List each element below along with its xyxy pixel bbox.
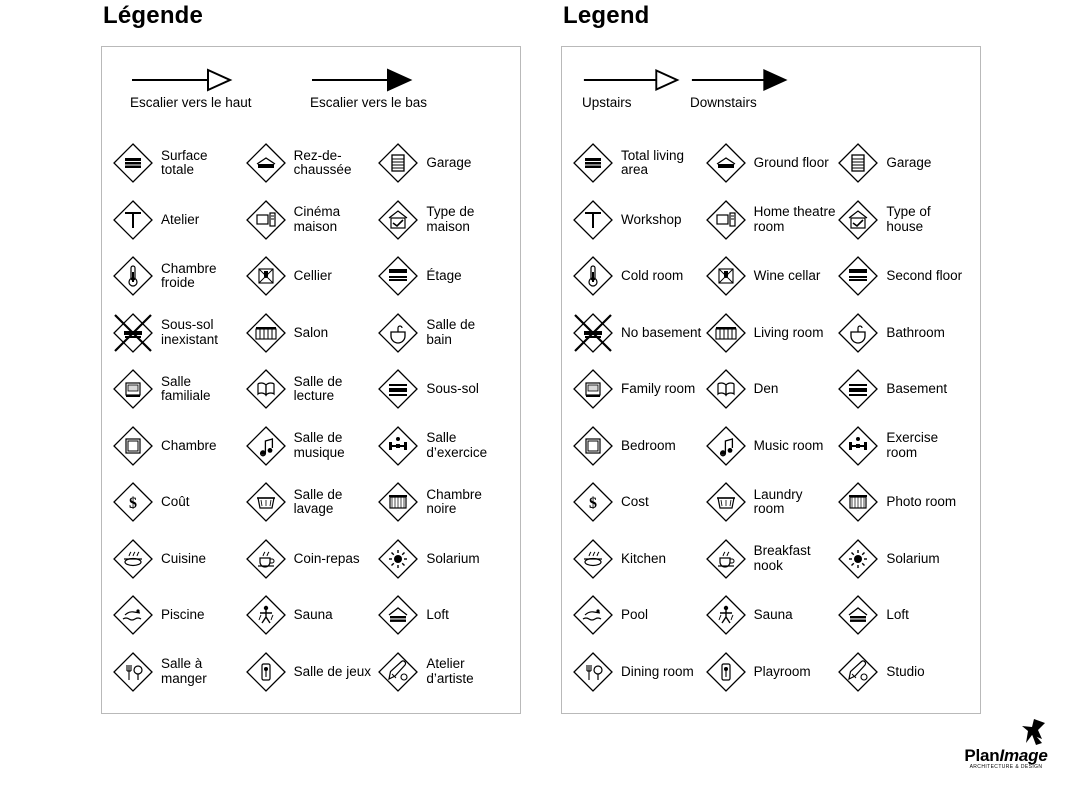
- legend-item-label: Ground floor: [753, 155, 829, 170]
- solarium-icon: [837, 538, 879, 580]
- cost-icon: [572, 481, 614, 523]
- basement-icon: [837, 368, 879, 410]
- legend-item-label: Atelier d’artiste: [426, 656, 474, 686]
- photo-room-icon: [837, 481, 879, 523]
- legend-item: [245, 418, 378, 475]
- legend-item-label: Second floor: [886, 268, 963, 283]
- legend-item: [572, 418, 705, 475]
- legend-item: [377, 135, 510, 192]
- loft-icon: [837, 594, 879, 636]
- legend-item-label: Bedroom: [621, 437, 676, 453]
- legend-item-label: Sauna: [753, 607, 793, 622]
- type-of-house-icon: [377, 199, 419, 241]
- basement-icon: [377, 368, 419, 410]
- total-living-area-icon: [572, 142, 614, 184]
- legend-item: [837, 474, 970, 531]
- legend-item: [705, 305, 838, 362]
- legend-item-label: Sous-sol inexistant: [161, 317, 219, 347]
- family-room-icon: [112, 368, 154, 410]
- legend-item-label: Wine cellar: [753, 268, 821, 283]
- stair-down-en: [690, 65, 790, 110]
- legend-panel-en: [561, 46, 981, 714]
- legend-item-label: Solarium: [426, 550, 480, 566]
- living-room-icon: [705, 312, 747, 354]
- legend-item-label: Garage: [886, 155, 932, 170]
- music-room-icon: [705, 425, 747, 467]
- legend-item: [377, 474, 510, 531]
- exercise-room-icon: [377, 425, 419, 467]
- legend-item-label: Solarium: [886, 550, 940, 566]
- legend-item-label: Chambre: [161, 437, 217, 453]
- legend-item: [377, 418, 510, 475]
- legend-item: [705, 644, 838, 701]
- legend-item: [112, 418, 245, 475]
- legend-item-label: No basement: [621, 324, 702, 340]
- legend-item-label: Bathroom: [886, 324, 945, 340]
- legend-grid-fr: [102, 135, 520, 700]
- legend-item-label: Cost: [621, 494, 649, 509]
- svg-text:$: $: [129, 495, 137, 513]
- arrow-up-stairs-icon: [582, 65, 682, 95]
- legend-item-label: Sauna: [293, 607, 333, 622]
- legend-item: [112, 644, 245, 701]
- stairs-row-en: [562, 65, 980, 137]
- exercise-room-icon: [837, 425, 879, 467]
- photo-room-icon: [377, 481, 419, 523]
- legend-item: [705, 418, 838, 475]
- legend-item: [112, 248, 245, 305]
- legend-item-label: Laundry room: [753, 486, 803, 517]
- kitchen-icon: [572, 538, 614, 580]
- second-floor-icon: [377, 255, 419, 297]
- legend-item: [377, 644, 510, 701]
- legend-item: [245, 474, 378, 531]
- legend-item-label: Coin-repas: [293, 550, 360, 566]
- legend-item: [572, 248, 705, 305]
- type-of-house-icon: [837, 199, 879, 241]
- stair-up-fr: [130, 65, 252, 110]
- legend-item: [572, 305, 705, 362]
- legend-item: [377, 192, 510, 249]
- den-icon: [705, 368, 747, 410]
- cold-room-icon: [572, 255, 614, 297]
- legend-panel-fr: [101, 46, 521, 714]
- bathroom-icon: [837, 312, 879, 354]
- legend-item-label: Music room: [753, 437, 824, 453]
- legend-item: [112, 135, 245, 192]
- legend-item: [705, 587, 838, 644]
- legend-item: [245, 248, 378, 305]
- studio-icon: [377, 651, 419, 693]
- legend-item: [837, 531, 970, 588]
- legend-item-label: Photo room: [886, 494, 957, 509]
- legend-item-label: Salle de jeux: [293, 663, 371, 679]
- workshop-icon: [572, 199, 614, 241]
- legend-item: [837, 135, 970, 192]
- legend-item: [837, 305, 970, 362]
- legend-item: [245, 361, 378, 418]
- legend-item-label: Pool: [621, 607, 649, 622]
- legend-item-label: Cuisine: [161, 550, 207, 566]
- bedroom-icon: [112, 425, 154, 467]
- legend-item: [572, 644, 705, 701]
- logo-tagline: ARCHITECTURE & DESIGN: [969, 764, 1043, 770]
- music-room-icon: [245, 425, 287, 467]
- legend-item-label: Chambre froide: [161, 260, 217, 291]
- legend-item: [705, 135, 838, 192]
- dining-room-icon: [572, 651, 614, 693]
- legend-item-label: Salon: [293, 324, 329, 340]
- logo-mark-icon: [946, 717, 1066, 747]
- legend-item-label: Salle de musique: [293, 430, 345, 460]
- legend-item-label: Loft: [426, 607, 449, 622]
- laundry-room-icon: [705, 481, 747, 523]
- no-basement-icon: [112, 312, 154, 354]
- legend-item: [705, 531, 838, 588]
- legend-item: [837, 361, 970, 418]
- kitchen-icon: [112, 538, 154, 580]
- legend-item: [837, 418, 970, 475]
- legend-item: [245, 135, 378, 192]
- stair-down-label-fr: Escalier vers le bas: [310, 95, 428, 110]
- legend-item-label: Exercise room: [886, 430, 939, 460]
- legend-item-label: Family room: [621, 381, 696, 396]
- legend-item: [705, 248, 838, 305]
- stair-up-en: [582, 65, 682, 110]
- legend-item-label: Breakfast nook: [753, 543, 811, 573]
- legend-item-label: Piscine: [161, 607, 205, 622]
- legend-item-label: Dining room: [621, 663, 694, 679]
- wine-cellar-icon: [245, 255, 287, 297]
- legend-item-label: Type of house: [886, 204, 931, 234]
- legend-item: [705, 361, 838, 418]
- arrow-up-stairs-icon: [130, 65, 252, 95]
- legend-item-label: Den: [753, 381, 779, 396]
- solarium-icon: [377, 538, 419, 580]
- legend-item: [572, 192, 705, 249]
- legend-item-label: Salle d’exercice: [426, 430, 488, 460]
- logo-brand: [946, 747, 1066, 764]
- legend-item-label: Cold room: [621, 268, 684, 283]
- legend-item: [377, 305, 510, 362]
- legend-item: [705, 474, 838, 531]
- garage-icon: [837, 142, 879, 184]
- legend-item-label: Salle de lavage: [293, 486, 343, 517]
- svg-text:$: $: [589, 495, 597, 513]
- legend-item-label: Cinéma maison: [293, 204, 341, 234]
- legend-item-label: Type de maison: [426, 204, 475, 234]
- stair-up-label-en: Upstairs: [582, 95, 632, 110]
- laundry-room-icon: [245, 481, 287, 523]
- workshop-icon: [112, 199, 154, 241]
- legend-item: [112, 192, 245, 249]
- legend-item: [245, 192, 378, 249]
- den-icon: [245, 368, 287, 410]
- legend-item: [377, 531, 510, 588]
- home-theatre-icon: [705, 199, 747, 241]
- ground-floor-icon: [705, 142, 747, 184]
- legend-item: [245, 644, 378, 701]
- legend-item: [245, 305, 378, 362]
- legend-item: [377, 587, 510, 644]
- legend-item: [112, 361, 245, 418]
- wine-cellar-icon: [705, 255, 747, 297]
- legend-item: [837, 192, 970, 249]
- family-room-icon: [572, 368, 614, 410]
- page-title-en: Legend: [563, 2, 650, 29]
- legend-item-label: Playroom: [753, 663, 811, 679]
- home-theatre-icon: [245, 199, 287, 241]
- legend-item-label: Chambre noire: [426, 486, 482, 517]
- second-floor-icon: [837, 255, 879, 297]
- logo-brand-second: Image: [999, 746, 1048, 765]
- cost-icon: [112, 481, 154, 523]
- breakfast-nook-icon: [705, 538, 747, 580]
- planimage-logo: [946, 717, 1066, 771]
- stair-down-label-en: Downstairs: [690, 95, 757, 110]
- legend-item-label: Surface totale: [161, 147, 208, 178]
- legend-item-label: Salle de lecture: [293, 373, 343, 404]
- legend-item: [112, 587, 245, 644]
- legend-item-label: Atelier: [161, 211, 200, 227]
- legend-item-label: Salle à manger: [161, 656, 207, 686]
- legend-item: [112, 531, 245, 588]
- legend-item-label: Loft: [886, 607, 909, 622]
- legend-item: [377, 361, 510, 418]
- stair-down-fr: [310, 65, 427, 110]
- page-title-fr: Légende: [103, 2, 204, 29]
- pool-icon: [572, 594, 614, 636]
- legend-item-label: Salle familiale: [161, 373, 211, 404]
- ground-floor-icon: [245, 142, 287, 184]
- playroom-icon: [705, 651, 747, 693]
- garage-icon: [377, 142, 419, 184]
- legend-item: [572, 361, 705, 418]
- legend-item: [837, 587, 970, 644]
- dining-room-icon: [112, 651, 154, 693]
- legend-grid-en: [562, 135, 980, 700]
- arrow-down-stairs-icon: [310, 65, 427, 95]
- loft-icon: [377, 594, 419, 636]
- legend-item: [245, 587, 378, 644]
- arrow-down-stairs-icon: [690, 65, 790, 95]
- legend-item: [112, 305, 245, 362]
- legend-item-label: Étage: [426, 268, 462, 283]
- cold-room-icon: [112, 255, 154, 297]
- legend-item: [112, 474, 245, 531]
- legend-item-label: Coût: [161, 494, 190, 509]
- legend-item: [572, 587, 705, 644]
- legend-item-label: Rez-de-chaussée: [293, 147, 352, 178]
- legend-item-label: Garage: [426, 155, 472, 170]
- legend-item-label: Sous-sol: [426, 381, 479, 396]
- legend-item: [837, 248, 970, 305]
- bathroom-icon: [377, 312, 419, 354]
- stair-up-label-fr: Escalier vers le haut: [130, 95, 252, 110]
- legend-item: [377, 248, 510, 305]
- stairs-row-fr: [102, 65, 520, 137]
- legend-item-label: Studio: [886, 663, 925, 679]
- sauna-icon: [245, 594, 287, 636]
- legend-item: [245, 531, 378, 588]
- bedroom-icon: [572, 425, 614, 467]
- legend-item-label: Workshop: [621, 211, 682, 227]
- legend-item-label: Salle de bain: [426, 317, 476, 347]
- playroom-icon: [245, 651, 287, 693]
- legend-item-label: Living room: [753, 324, 824, 340]
- legend-item-label: Kitchen: [621, 550, 667, 566]
- living-room-icon: [245, 312, 287, 354]
- pool-icon: [112, 594, 154, 636]
- legend-item: [572, 474, 705, 531]
- legend-item: [837, 644, 970, 701]
- logo-brand-first: Plan: [964, 746, 1000, 765]
- legend-item-label: Home theatre room: [753, 204, 836, 234]
- legend-item: [705, 192, 838, 249]
- no-basement-icon: [572, 312, 614, 354]
- studio-icon: [837, 651, 879, 693]
- legend-item-label: Cellier: [293, 268, 332, 283]
- sauna-icon: [705, 594, 747, 636]
- total-living-area-icon: [112, 142, 154, 184]
- legend-item: [572, 531, 705, 588]
- legend-item: [572, 135, 705, 192]
- legend-item-label: Total living area: [621, 147, 685, 178]
- legend-item-label: Basement: [886, 381, 948, 396]
- breakfast-nook-icon: [245, 538, 287, 580]
